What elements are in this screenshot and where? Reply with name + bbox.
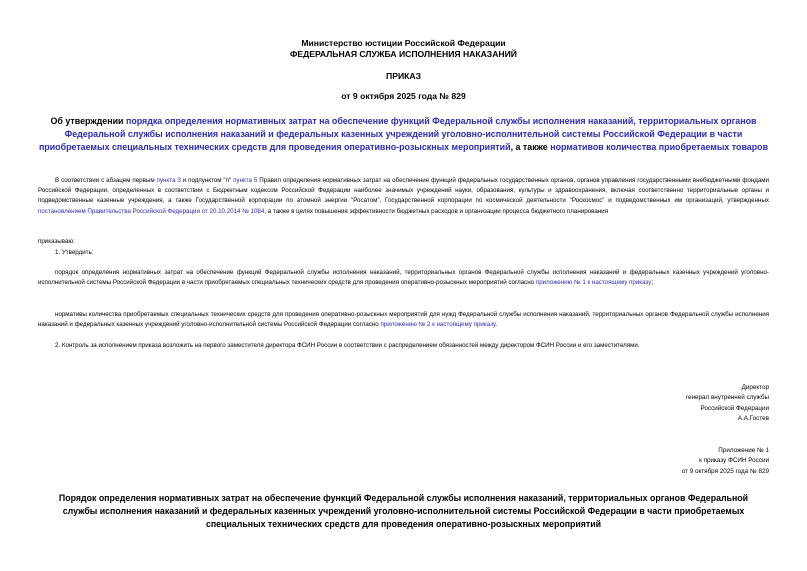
appendix-header xyxy=(569,446,769,477)
signature-block xyxy=(569,383,769,425)
preamble-text-3: Правил определения нормативных затрат на обеспечение функций федеральных государственных органов, органов управления государственными внебюджетными фондами Российской Федерации, определенных в соответствии с Бюджетным кодексом Российской Федерации наиболее значимых учреждений науки, образования, культуры и здравоохранения, включая соответственно территориальные органы и подведомственные казенные учреждения, а также Государственной корпорации по атомной энергии "Росатом", Государственной корпорации по космической деятельности "Роскосмос" и подведомственных им организаций, утвержденных xyxy=(38,177,769,205)
signature-rank: генерал внутренней службы xyxy=(685,394,769,402)
signature-position: Директор xyxy=(741,384,769,391)
doc-date-number: от 9 октября 2025 года № 829 xyxy=(341,91,466,101)
signature-country: Российской Федерации xyxy=(700,404,769,412)
paragraph-norms-end: . xyxy=(495,321,498,329)
paragraph-procedure-end: ; xyxy=(651,279,654,287)
service-name: ФЕДЕРАЛЬНАЯ СЛУЖБА ИСПОЛНЕНИЯ НАКАЗАНИЙ xyxy=(290,49,517,59)
preamble xyxy=(38,176,769,217)
item-1: 1. Утвердить: xyxy=(55,249,94,256)
link-appendix-1[interactable]: приложению № 1 к настоящему приказу xyxy=(535,279,652,287)
link-punkt-3[interactable]: пункта 3 xyxy=(156,177,181,184)
paragraph-procedure xyxy=(38,268,769,288)
preamble-text-1: В соответствии с абзацем первым xyxy=(55,177,157,184)
link-punkt-5[interactable]: пункта 5 xyxy=(233,177,258,184)
appendix-number: Приложение № 1 xyxy=(718,447,769,454)
preamble-text-2: и подпунктом "п" xyxy=(180,177,234,184)
appendix-date: от 9 октября 2025 года № 829 xyxy=(681,467,769,475)
title-link-procedure[interactable]: порядка определения нормативных затрат на обеспечение функций Федеральной службы исполнения наказаний, территориальных органов Федеральной службы исполнения наказаний и федеральных казенных учреждений уголовно-исполнительной системы Российской Федерации в части приобретаемых специальных технических средств для проведения оперативно-розыскных мероприятий xyxy=(38,116,757,152)
paragraph-norms xyxy=(38,310,769,330)
appendix-title: Порядок определения нормативных затрат на обеспечение функций Федеральной службы исполнения наказаний, территориальных органов Федеральной службы исполнения наказаний и федеральных казенных учреждений уголовно-исполнительной системы Российской Федерации в части приобретаемых специальных технических средств для проведения оперативно-розыскных мероприятий xyxy=(58,493,749,529)
item-2: 2. Контроль за исполнением приказа возложить на первого заместителя директора ФСИН России в соответствии с распределением обязанностей между директором ФСИН России и его заместителями. xyxy=(55,342,640,349)
title-link-norms[interactable]: нормативов количества приобретаемых товаров xyxy=(550,142,769,152)
appendix-order-ref: к приказу ФСИН России xyxy=(699,457,769,465)
signature-name: А.А.Гостев xyxy=(737,415,769,423)
title-middle: , а также xyxy=(510,142,551,152)
order-title xyxy=(38,115,769,154)
link-postanovlenie[interactable]: постановлением Правительства Российской Федерации от 20.10.2014 № 1084 xyxy=(38,207,265,215)
doc-type: ПРИКАЗ xyxy=(386,71,421,81)
ministry-name: Министерство юстиции Российской Федерации xyxy=(301,38,506,48)
link-appendix-2[interactable]: приложению № 2 к настоящему приказу xyxy=(380,321,496,329)
paragraph-norms-text: нормативы количества приобретаемых специальных технических средств для проведения оперативно-розыскных мероприятий для нужд Федеральной службы исполнения наказаний, территориальных органов Федеральной службы исполнения наказаний и федеральных казенных учреждений уголовно-исполнительной системы Российской Федерации согласно xyxy=(38,311,769,329)
orders-word: приказываю: xyxy=(38,238,75,245)
preamble-text-4: , а также в целях повышения эффективности бюджетных расходов и организации процесса бюджетного планирования xyxy=(264,207,608,215)
title-prefix: Об утверждении xyxy=(50,116,126,126)
paragraph-procedure-text: порядок определения нормативных затрат на обеспечение функций Федеральной службы исполнения наказаний, территориальных органов Федеральной службы исполнения наказаний и федеральных казенных учреждений уголовно-исполнительной системы Российской Федерации в части приобретаемых специальных технических средств для проведения оперативно-розыскных мероприятий согласно xyxy=(38,269,769,287)
